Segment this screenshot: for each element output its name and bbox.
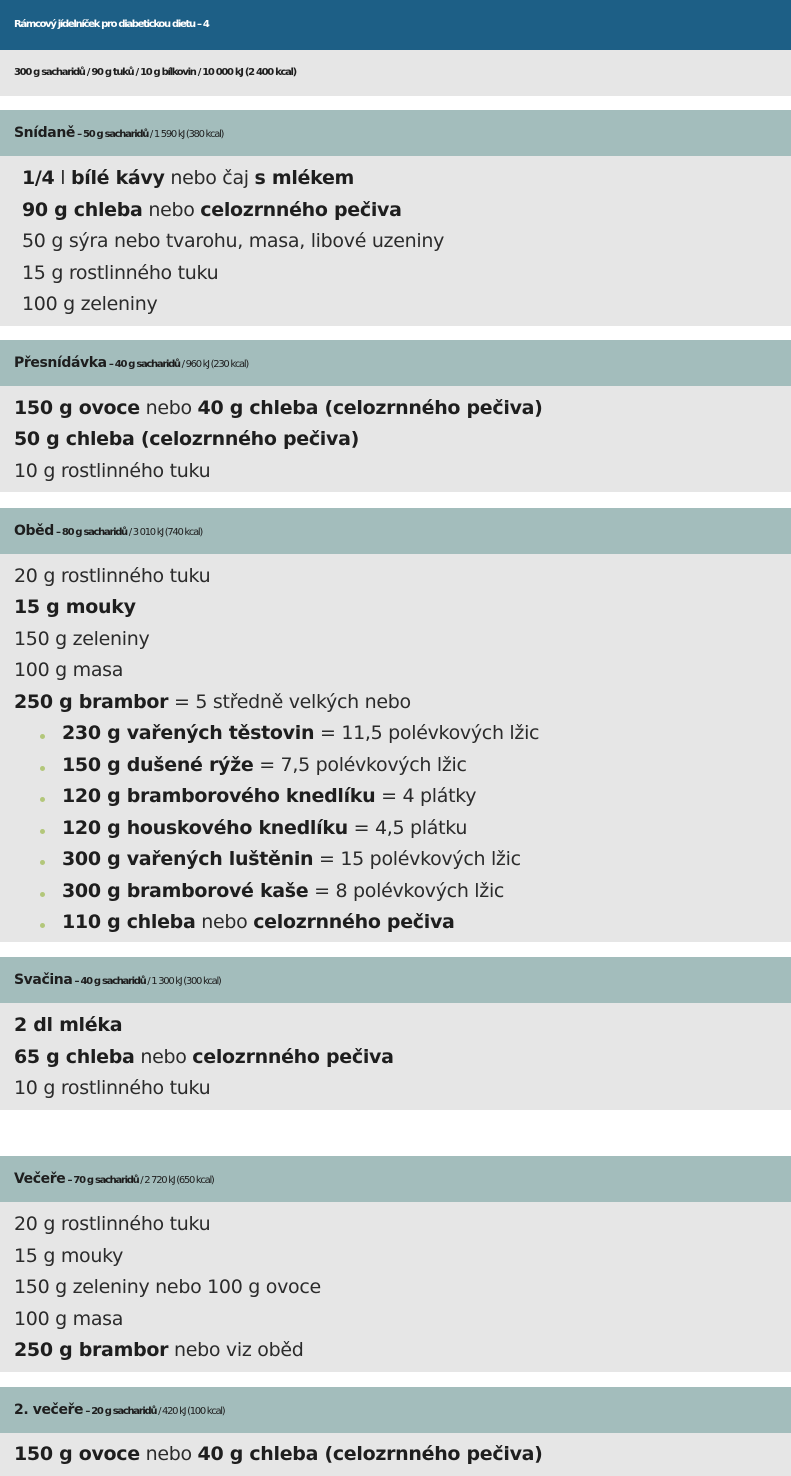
list-item: 110 g chleba nebo celozrnného pečiva [62,911,455,933]
list-item: 300 g vařených luštěnin = 15 polévkových lžic [62,848,521,870]
list-item: 300 g bramborové kaše = 8 polévkových lžic [62,880,505,902]
list-item: 90 g chleba nebo celozrnného pečiva [22,199,402,221]
meal-energy: / 1 590 kJ (380 kcal) [148,129,224,140]
bullet-icon [40,892,45,897]
list-item: 150 g zeleniny nebo 100 g ovoce [14,1276,321,1298]
list-item: 15 g rostlinného tuku [22,262,219,284]
list-item: 50 g chleba (celozrnného pečiva) [14,428,360,450]
list-item: 250 g brambor = 5 středně velkých nebo [14,691,411,713]
meal-energy: / 960 kJ (230 kcal) [179,359,248,370]
list-item: 20 g rostlinného tuku [14,565,211,587]
meal-header-svacina [0,957,791,1003]
meal-header-presnidavka [0,340,791,386]
meal-energy: / 1 300 kJ (300 kcal) [145,976,221,987]
list-item: 230 g vařených těstovin = 11,5 polévkových lžic [62,722,540,744]
list-item: 10 g rostlinného tuku [14,460,211,482]
list-item: 150 g dušené rýže = 7,5 polévkových lžic [62,754,467,776]
list-item: 10 g rostlinného tuku [14,1077,211,1099]
meal-name: Přesnídávka [14,355,107,371]
meal-header-snidane [0,110,791,156]
list-item: 20 g rostlinného tuku [14,1213,211,1235]
list-item: 100 g masa [14,659,124,681]
bullet-icon [40,734,45,739]
list-item: 100 g masa [14,1308,124,1330]
meal-body-obed [0,554,791,942]
page-title: Rámcový jídelníček pro diabetickou dietu – 4 [0,0,791,50]
bullet-icon [40,860,45,865]
meal-carbs: – 40 g sacharidů [106,359,180,370]
meal-name: 2. večeře [14,1402,84,1418]
list-item: 1/4 l bílé kávy nebo čaj s mlékem [22,167,355,189]
meal-energy: / 420 kJ (100 kcal) [156,1406,225,1417]
bullet-icon [40,829,45,834]
meal-carbs: – 50 g sacharidů [74,129,149,140]
meal-carbs: – 70 g sacharidů [65,1175,139,1186]
meal-name: Snídaně [14,125,75,141]
list-item: 120 g houskového knedlíku = 4,5 plátku [62,817,468,839]
list-item: 120 g bramborového knedlíku = 4 plátky [62,785,477,807]
meal-carbs: – 20 g sacharidů [83,1406,157,1417]
list-item: 100 g zeleniny [22,293,158,315]
meal-carbs: – 40 g sacharidů [72,976,146,987]
list-item: 150 g zeleniny [14,628,150,650]
meal-energy: / 3 010 kJ (740 kcal) [126,527,203,538]
meal-body-vecere2 [0,1433,791,1476]
bullet-icon [40,797,45,802]
meal-body-svacina [0,1003,791,1110]
meal-energy: / 2 720 kJ (650 kcal) [138,1175,214,1186]
meal-carbs: – 80 g sacharidů [53,527,127,538]
meal-header-obed [0,508,791,554]
meal-header-vecere2 [0,1387,791,1433]
list-item: 50 g sýra nebo tvarohu, masa, libové uzeniny [22,230,445,252]
bullet-icon [40,766,45,771]
daily-summary: 300 g sacharidů / 90 g tuků / 10 g bílkovin / 10 000 kJ (2 400 kcal) [0,50,791,96]
bullet-icon [40,923,45,928]
meal-body-vecere [0,1202,791,1372]
meal-name: Svačina [14,972,73,988]
meal-header-vecere [0,1156,791,1202]
list-item: 15 g mouky [14,1245,124,1267]
list-item: 2 dl mléka [14,1014,123,1036]
meal-name: Večeře [14,1171,66,1187]
list-item: 150 g ovoce nebo 40 g chleba (celozrnného pečiva) [14,397,543,419]
list-item: 150 g ovoce nebo 40 g chleba (celozrnného pečiva) [14,1443,543,1465]
meal-body-presnidavka [0,386,791,492]
list-item: 250 g brambor nebo viz oběd [14,1339,304,1361]
list-item: 65 g chleba nebo celozrnného pečiva [14,1046,394,1068]
list-item: 15 g mouky [14,596,136,618]
meal-name: Oběd [14,523,54,539]
meal-body-snidane [0,156,791,326]
